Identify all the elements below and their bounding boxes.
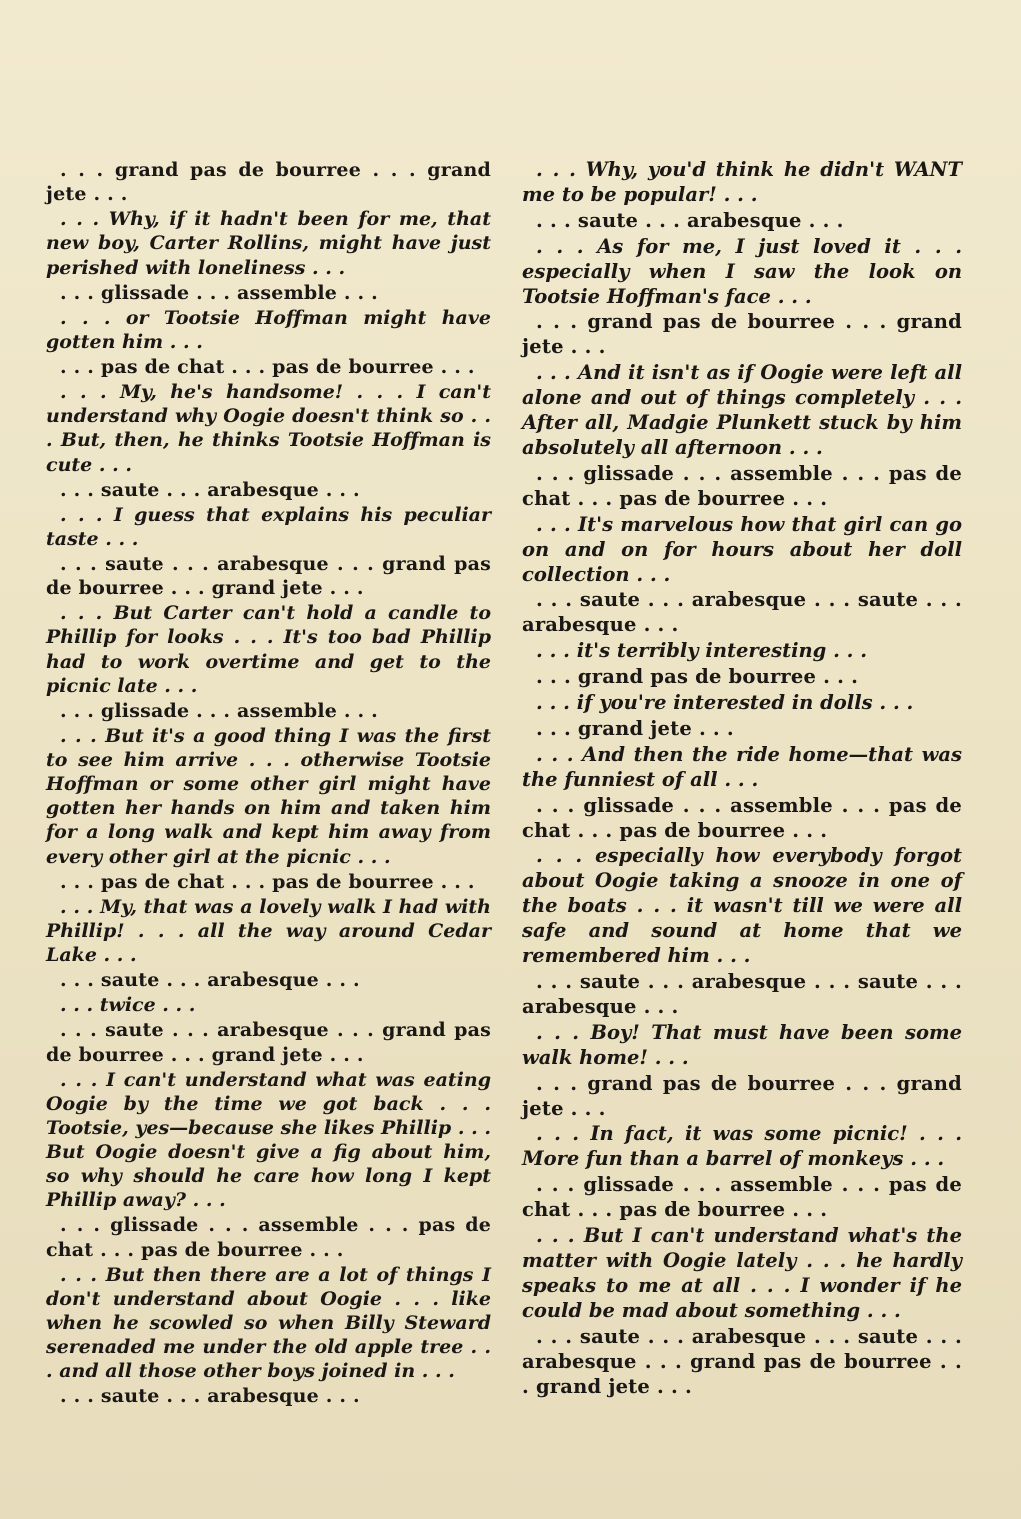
dance-step-paragraph: . . . grand pas de bourree . . . grand jete . . .: [46, 159, 491, 206]
left-column: [46, 158, 491, 1409]
dance-step-paragraph: . . . glissade . . . assemble . . . pas de chat . . . pas de bourree . . .: [522, 461, 962, 510]
dance-step-paragraph: . . . saute . . . arabesque . . .: [536, 208, 844, 232]
dance-step-paragraph: . . . grand pas de bourree . . . grand jete . . .: [522, 310, 962, 359]
narration-paragraph: . . . But then there are a lot of things I don't understand about Oogie . . . like when he scowled so when Billy Steward serenaded me under the old apple tree . . . and all those other boys joined in . . .: [46, 1263, 491, 1383]
narration-paragraph: . . . My, that was a lovely walk I had with Phillip! . . . all the way around Cedar Lake . . .: [46, 895, 491, 966]
dance-step-paragraph: . . . glissade . . . assemble . . . pas de chat . . . pas de bourree . . .: [522, 793, 962, 842]
right-column: [522, 158, 962, 1400]
narration-paragraph: . . . or Tootsie Hoffman might have gotten him . . .: [46, 306, 491, 353]
narration-paragraph: . . . In fact, it was some picnic! . . . More fun than a barrel of monkeys . . .: [522, 1122, 962, 1171]
narration-paragraph: . . . It's marvelous how that girl can go on and on for hours about her doll collection . . .: [522, 512, 962, 586]
dance-step-paragraph: . . . saute . . . arabesque . . .: [60, 969, 360, 992]
narration-paragraph: . . . But I can't understand what's the matter with Oogie lately . . . he hardly speaks to me at all . . . I wonder if he could be mad about something . . .: [522, 1224, 962, 1322]
dance-step-paragraph: . . . pas de chat . . . pas de bourree . . .: [60, 870, 475, 893]
dance-step-paragraph: . . . glissade . . . assemble . . .: [60, 281, 378, 304]
narration-paragraph: . . . Why, you'd think he didn't WANT me to be popular! . . .: [522, 158, 962, 206]
narration-paragraph: . . . But it's a good thing I was the first to see him arrive . . . otherwise Tootsie Hoffman or some other girl might have gotten her hands on him and taken him for a long walk and kept him away from every other girl at the picnic . . .: [46, 724, 491, 868]
narration-paragraph: . . . it's terribly interesting . . .: [536, 639, 868, 663]
dance-step-paragraph: . . . glissade . . . assemble . . .: [60, 699, 378, 722]
dance-step-paragraph: . . . saute . . . arabesque . . . saute . . . arabesque . . . grand pas de bourree . . . grand jete . . .: [522, 1324, 962, 1398]
dance-step-paragraph: . . . glissade . . . assemble . . . pas de chat . . . pas de bourree . . .: [46, 1214, 491, 1261]
narration-paragraph: . . . especially how everybody forgot about Oogie taking a snooze in one of the boats . . . it wasn't till we were all safe and sound at home that we remembered him . . .: [522, 844, 962, 968]
dance-step-paragraph: . . . grand pas de bourree . . .: [536, 665, 859, 689]
dance-step-paragraph: . . . grand jete . . .: [536, 716, 734, 740]
dance-step-paragraph: . . . saute . . . arabesque . . . grand pas de bourree . . . grand jete . . .: [46, 553, 491, 600]
dance-step-paragraph: . . . saute . . . arabesque . . . saute . . . arabesque . . .: [522, 970, 962, 1018]
narration-paragraph: . . . Boy! That must have been some walk home! . . .: [522, 1020, 962, 1069]
narration-paragraph: . . . I can't understand what was eating Oogie by the time we got back . . . Tootsie, yes—because she likes Phillip . . . But Oogie doesn't give a fig about him, so why should he care how long I kept Phillip away? . . .: [46, 1068, 491, 1212]
narration-paragraph: . . . As for me, I just loved it . . . especially when I saw the look on Tootsie Hoffman's face . . .: [522, 234, 962, 308]
dance-step-paragraph: . . . saute . . . arabesque . . . saute . . . arabesque . . .: [522, 588, 962, 637]
narration-paragraph: . . . And it isn't as if Oogie were left all alone and out of things completely . . . After all, Madgie Plunkett stuck by him absolutely all afternoon . . .: [522, 361, 962, 459]
narration-paragraph: . . . if you're interested in dolls . . .: [536, 691, 914, 715]
narration-paragraph: . . . But Carter can't hold a candle to Phillip for looks . . . It's too bad Phillip had to work overtime and get to the picnic late . . .: [46, 602, 491, 697]
dance-step-paragraph: . . . saute . . . arabesque . . .: [60, 478, 360, 501]
narration-paragraph: . . . My, he's handsome! . . . I can't understand why Oogie doesn't think so . . . But, then, he thinks Tootsie Hoffman is cute . . .: [46, 381, 491, 476]
dance-step-paragraph: . . . grand pas de bourree . . . grand jete . . .: [522, 1071, 962, 1120]
dance-step-paragraph: . . . pas de chat . . . pas de bourree . . .: [60, 356, 475, 378]
narration-paragraph: . . . And then the ride home—that was the funniest of all . . .: [522, 742, 962, 791]
narration-paragraph: . . . Why, if it hadn't been for me, that new boy, Carter Rollins, might have just perished with loneliness . . .: [46, 208, 491, 279]
dance-step-paragraph: . . . saute . . . arabesque . . .: [60, 1385, 360, 1408]
narration-paragraph: . . . I guess that explains his peculiar taste . . .: [46, 503, 491, 550]
dance-step-paragraph: . . . glissade . . . assemble . . . pas de chat . . . pas de bourree . . .: [522, 1173, 962, 1222]
narration-paragraph: . . . twice . . .: [60, 994, 196, 1017]
dance-step-paragraph: . . . saute . . . arabesque . . . grand pas de bourree . . . grand jete . . .: [46, 1019, 491, 1066]
